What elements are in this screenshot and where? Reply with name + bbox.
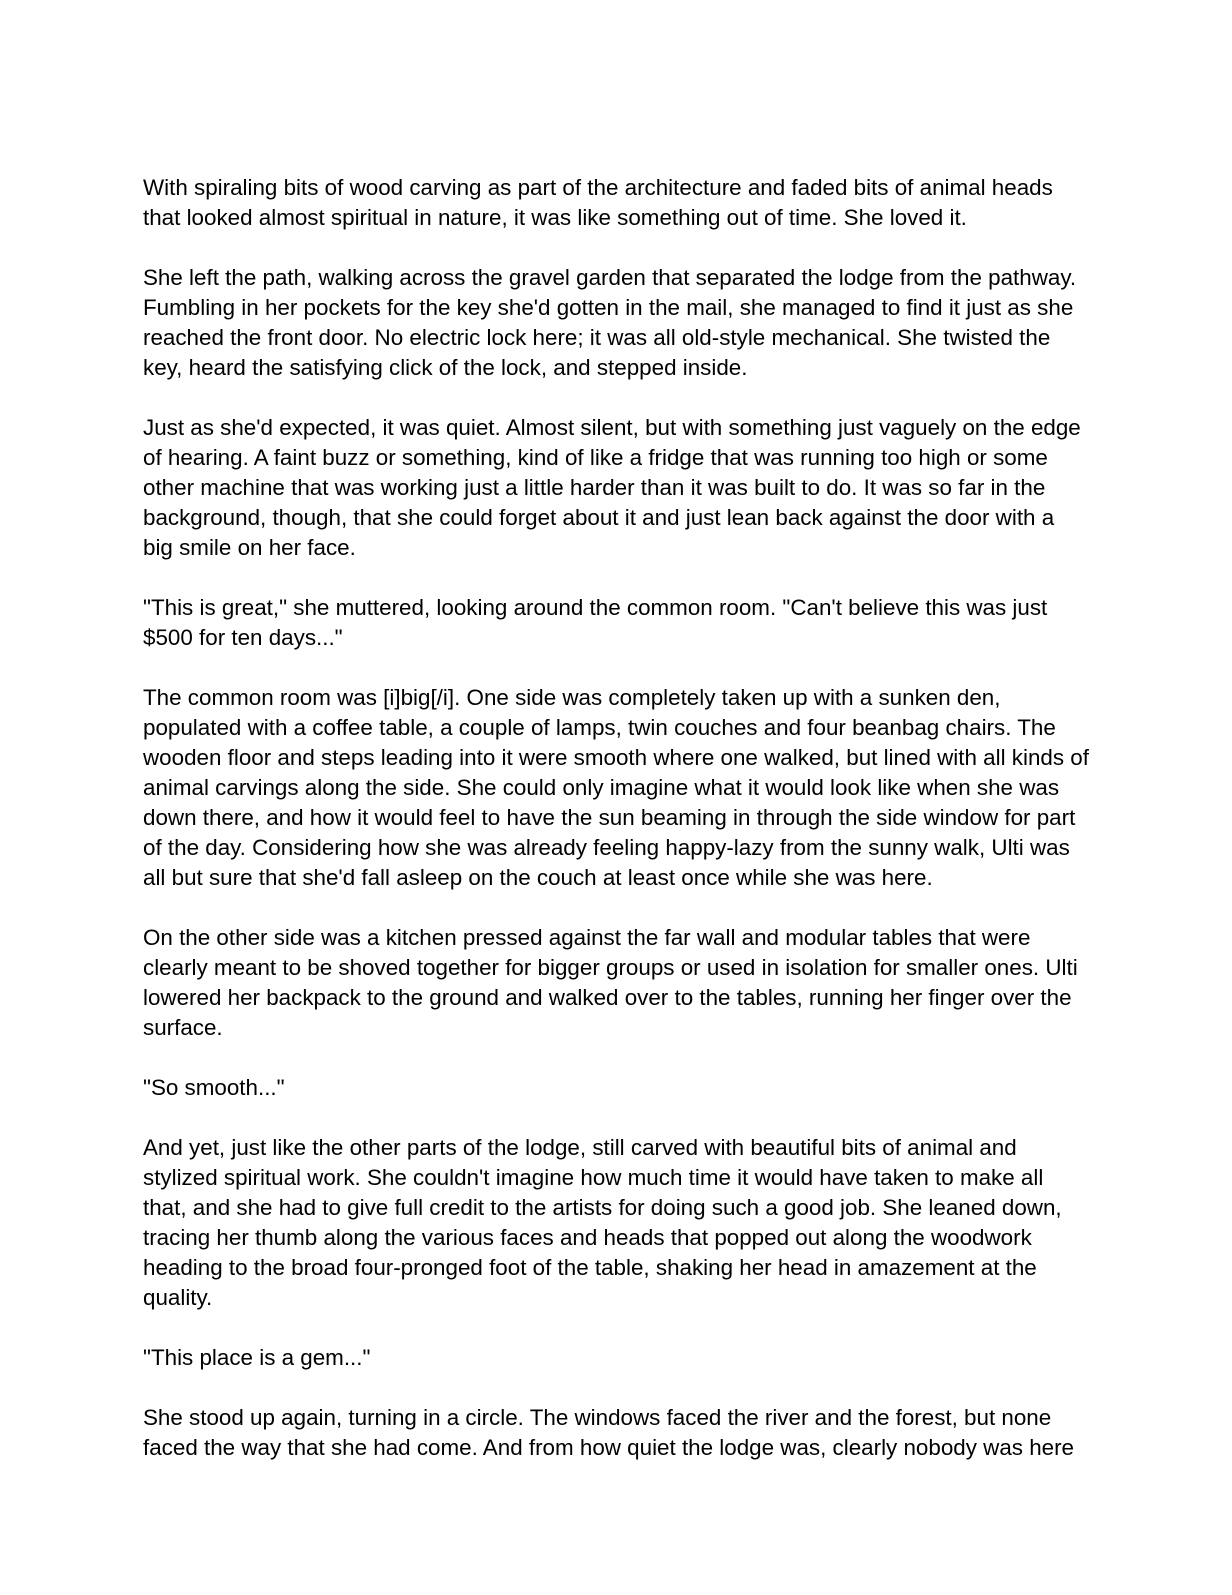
paragraph: Just as she'd expected, it was quiet. Almost silent, but with something just vaguely on the edge of hearing. A faint buzz or something, kind of like a fridge that was running too high or some other machine that was working just a little harder than it was built to do. It was so far in the background, though, that she could forget about it and just lean back against the door with a big smile on her face.	[143, 415, 1081, 560]
paragraph-dialogue: "This place is a gem..."	[143, 1345, 371, 1370]
paragraph: The common room was [i]big[/i]. One side was completely taken up with a sunken den, populated with a coffee table, a couple of lamps, twin couches and four beanbag chairs. The wooden floor and steps leading into it were smooth where one walked, but lined with all kinds of animal carvings along the side. She could only imagine what it would look like when she was down there, and how it would feel to have the sun beaming in through the side window for part of the day. Considering how she was already feeling happy-lazy from the sunny walk, Ulti was all but sure that she'd fall asleep on the couch at least once while she was here.	[143, 685, 1089, 890]
paragraph: She stood up again, turning in a circle. The windows faced the river and the forest, but none faced the way that she had come. And from how quiet the lodge was, clearly nobody was here	[143, 1405, 1075, 1460]
paragraph-dialogue: "This is great," she muttered, looking around the common room. "Can't believe this was just $500 for ten days..."	[143, 595, 1048, 650]
document-text-body	[143, 173, 1090, 1463]
paragraph: And yet, just like the other parts of the lodge, still carved with beautiful bits of animal and stylized spiritual work. She couldn't imagine how much time it would have taken to make all that, and she had to give full credit to the artists for doing such a good job. She leaned down, tracing her thumb along the various faces and heads that popped out along the woodwork heading to the broad four-pronged foot of the table, shaking her head in amazement at the quality.	[143, 1135, 1062, 1310]
paragraph: With spiraling bits of wood carving as part of the architecture and faded bits of animal heads that looked almost spiritual in nature, it was like something out of time. She loved it.	[143, 175, 1053, 230]
paragraph-dialogue: "So smooth..."	[143, 1075, 285, 1100]
paragraph: On the other side was a kitchen pressed against the far wall and modular tables that were clearly meant to be shoved together for bigger groups or used in isolation for smaller ones. Ulti lowered her backpack to the ground and walked over to the tables, running her finger over the surface.	[143, 925, 1078, 1040]
paragraph: She left the path, walking across the gravel garden that separated the lodge from the pathway. Fumbling in her pockets for the key she'd gotten in the mail, she managed to find it just as she reached the front door. No electric lock here; it was all old-style mechanical. She twisted the key, heard the satisfying click of the lock, and stepped inside.	[143, 265, 1077, 380]
